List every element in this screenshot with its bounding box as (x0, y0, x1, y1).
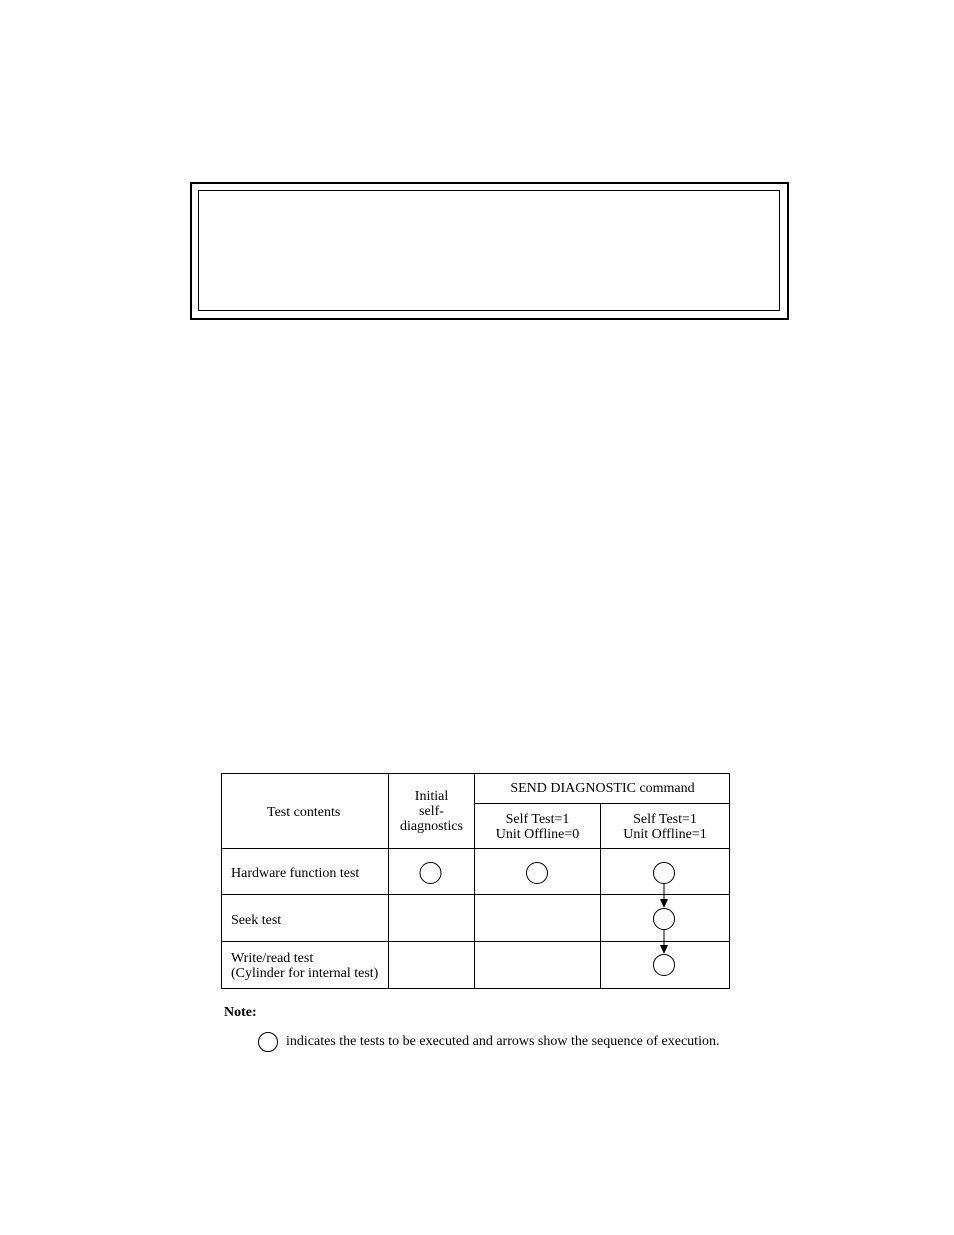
execution-circle-hw-offline0 (527, 863, 548, 884)
note-label: Note: (224, 1005, 257, 1020)
header-col2-line1: Self Test=1 (505, 812, 570, 827)
execution-circle-hw-offline1 (654, 863, 675, 884)
header-test-contents: Test contents (267, 805, 341, 820)
row-label-writeread-line2: (Cylinder for internal test) (231, 966, 379, 981)
header-send-diagnostic: SEND DIAGNOSTIC command (510, 781, 695, 796)
legend-circle-icon (258, 1032, 278, 1052)
execution-circle-wr-offline1 (654, 955, 675, 976)
header-initial-line3: diagnostics (400, 819, 463, 834)
header-initial-line1: Initial (414, 789, 449, 804)
sequence-arrow-1-head (660, 899, 668, 908)
header-initial-line2: self- (419, 804, 444, 819)
header-col3-line2: Unit Offline=1 (623, 827, 707, 842)
row-label-writeread-line1: Write/read test (231, 951, 314, 966)
execution-circle-seek-offline1 (654, 909, 675, 930)
execution-circle-hw-initial (420, 863, 441, 884)
row-label-seek: Seek test (231, 913, 282, 928)
header-col3-line1: Self Test=1 (633, 812, 697, 827)
header-col2-line2: Unit Offline=0 (495, 827, 580, 842)
row-label-hardware: Hardware function test (231, 866, 360, 881)
note-text: indicates the tests to be executed and arrows show the sequence of execution. (286, 1034, 720, 1049)
sequence-arrow-2-head (660, 945, 668, 954)
